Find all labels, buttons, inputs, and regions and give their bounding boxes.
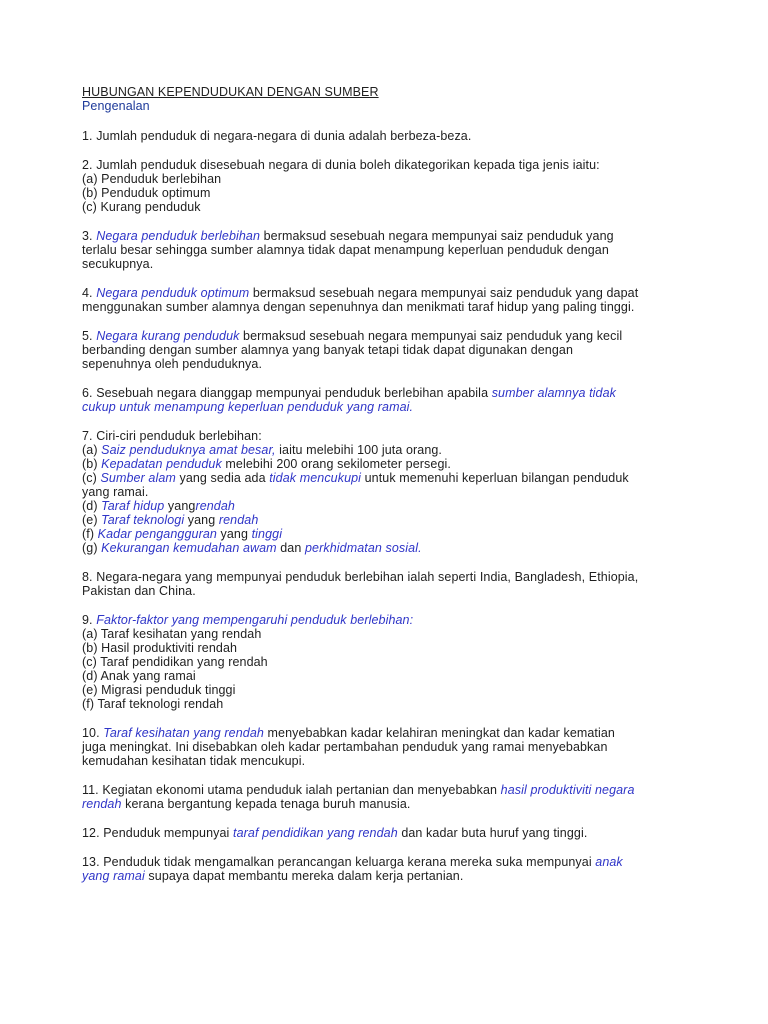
text-line — [82, 457, 694, 471]
text-segment: secukupnya. — [82, 257, 154, 271]
text-segment: 10. — [82, 726, 104, 740]
highlighted-phrase: Saiz penduduknya amat besar, — [101, 443, 276, 457]
text-segment: yang ramai. — [82, 485, 149, 499]
text-segment: (b) — [82, 457, 102, 471]
text-line — [82, 129, 694, 143]
text-segment: supaya dapat membantu mereka dalam kerja pertanian. — [144, 869, 464, 883]
document — [82, 86, 694, 883]
text-line — [82, 655, 694, 669]
highlighted-phrase: cukup untuk menampung keperluan penduduk yang ramai. — [82, 400, 414, 414]
text-segment: (a) Penduduk berlebihan — [82, 172, 222, 186]
text-segment: yang — [216, 527, 252, 541]
text-line — [82, 343, 694, 357]
text-line — [82, 726, 694, 740]
text-segment: 5. — [82, 329, 97, 343]
text-line — [82, 669, 694, 683]
highlighted-phrase: Taraf hidup — [101, 499, 165, 513]
text-segment: (a) — [82, 443, 102, 457]
paragraph-p8 — [82, 570, 694, 598]
highlighted-phrase: Taraf kesihatan yang rendah — [103, 726, 264, 740]
text-line — [82, 429, 694, 443]
text-segment: bermaksud sesebuah negara mempunyai saiz penduduk yang dapat — [249, 286, 639, 300]
text-line — [82, 186, 694, 200]
paragraph-p6 — [82, 386, 694, 414]
highlighted-phrase: Kadar pengangguran — [97, 527, 217, 541]
document-title: HUBUNGAN KEPENDUDUKAN DENGAN SUMBER — [82, 85, 379, 99]
text-segment: 7. Ciri-ciri penduduk berlebihan: — [82, 429, 262, 443]
highlighted-phrase: rendah — [82, 797, 122, 811]
text-segment: bermaksud sesebuah negara mempunyai saiz penduduk yang kecil — [239, 329, 623, 343]
text-segment: 3. — [82, 229, 97, 243]
text-segment: kerana bergantung kepada tenaga buruh manusia. — [121, 797, 411, 811]
text-line — [82, 826, 694, 840]
highlighted-phrase: Kepadatan penduduk — [101, 457, 222, 471]
text-segment: bermaksud sesebuah negara mempunyai saiz penduduk yang — [260, 229, 614, 243]
highlighted-phrase: hasil produktiviti negara — [500, 783, 635, 797]
text-segment: menyebabkan kadar kelahiran meningkat dan kadar kematian — [263, 726, 615, 740]
section-heading-pengenalan: Pengenalan — [82, 99, 150, 113]
text-line — [82, 200, 694, 214]
text-line — [82, 797, 694, 811]
text-line — [82, 172, 694, 186]
text-segment: dan kadar buta huruf yang tinggi. — [397, 826, 588, 840]
text-line — [82, 683, 694, 697]
text-line — [82, 485, 694, 499]
text-segment: (c) Kurang penduduk — [82, 200, 201, 214]
highlighted-phrase: Taraf teknologi — [101, 513, 185, 527]
paragraph-p13 — [82, 855, 694, 883]
text-line — [82, 471, 694, 485]
text-segment: sepenuhnya oleh penduduknya. — [82, 357, 263, 371]
text-segment: (f) — [82, 527, 98, 541]
paragraph-p4 — [82, 286, 694, 314]
text-segment: Pakistan dan China. — [82, 584, 196, 598]
text-line — [82, 541, 694, 555]
highlighted-phrase: Sumber alam — [100, 471, 176, 485]
text-segment: (e) — [82, 513, 102, 527]
highlighted-phrase: yang ramai — [82, 869, 145, 883]
text-line — [82, 243, 694, 257]
text-segment: 6. Sesebuah negara dianggap mempunyai penduduk berlebihan apabila — [82, 386, 492, 400]
text-segment: (c) — [82, 471, 101, 485]
highlighted-phrase: rendah — [195, 499, 235, 513]
highlighted-phrase: Negara penduduk optimum — [96, 286, 250, 300]
text-segment: 8. Negara-negara yang mempunyai penduduk berlebihan ialah seperti India, Bangladesh, Ethiopia, — [82, 570, 639, 584]
highlighted-phrase: Kekurangan kemudahan awam — [101, 541, 277, 555]
text-segment: 2. Jumlah penduduk disesebuah negara di dunia boleh dikategorikan kepada tiga jenis iaitu: — [82, 158, 600, 172]
text-line — [82, 400, 694, 414]
text-line — [82, 158, 694, 172]
text-line — [82, 570, 694, 584]
text-segment: yang — [184, 513, 219, 527]
text-line — [82, 499, 694, 513]
text-segment: (g) — [82, 541, 102, 555]
text-segment: (e) Migrasi penduduk tinggi — [82, 683, 236, 697]
highlighted-phrase: Negara penduduk berlebihan — [96, 229, 261, 243]
text-line — [82, 855, 694, 869]
paragraph-p9 — [82, 613, 694, 711]
highlighted-phrase: Faktor-faktor yang mempengaruhi penduduk berlebihan: — [96, 613, 414, 627]
paragraph-p5 — [82, 329, 694, 371]
highlighted-phrase: Negara kurang penduduk — [96, 329, 240, 343]
highlighted-phrase: perkhidmatan sosial. — [305, 541, 422, 555]
text-segment: 11. Kegiatan ekonomi utama penduduk ialah pertanian dan menyebabkan — [82, 783, 501, 797]
highlighted-phrase: anak — [595, 855, 623, 869]
text-segment: yang — [164, 499, 196, 513]
paragraph-p10 — [82, 726, 694, 768]
text-line — [82, 257, 694, 271]
text-line — [82, 286, 694, 300]
paragraph-p2 — [82, 158, 694, 214]
highlighted-phrase: sumber alamnya tidak — [491, 386, 616, 400]
text-segment: yang sedia ada — [175, 471, 270, 485]
text-line — [82, 697, 694, 711]
text-segment: (d) — [82, 499, 102, 513]
text-line — [82, 754, 694, 768]
text-segment: 9. — [82, 613, 97, 627]
text-segment: 1. Jumlah penduduk di negara-negara di dunia adalah berbeza-beza. — [82, 129, 472, 143]
paragraph-p7 — [82, 429, 694, 555]
text-segment: (f) Taraf teknologi rendah — [82, 697, 224, 711]
text-line — [82, 329, 694, 343]
text-line — [82, 740, 694, 754]
text-segment: untuk memenuhi keperluan bilangan penduduk — [361, 471, 629, 485]
text-line — [82, 300, 694, 314]
text-line — [82, 443, 694, 457]
text-segment: juga meningkat. Ini disebabkan oleh kadar pertambahan penduduk yang ramai menyebabkan — [82, 740, 608, 754]
text-line — [82, 869, 694, 883]
text-line — [82, 641, 694, 655]
highlighted-phrase: tidak mencukupi — [269, 471, 362, 485]
paragraph-list — [82, 129, 694, 883]
text-segment: (b) Penduduk optimum — [82, 186, 211, 200]
text-segment: kemudahan kesihatan tidak mencukupi. — [82, 754, 306, 768]
text-line — [82, 513, 694, 527]
text-line — [82, 783, 694, 797]
paragraph-p12 — [82, 826, 694, 840]
text-line — [82, 627, 694, 641]
text-segment: (b) Hasil produktiviti rendah — [82, 641, 238, 655]
text-segment: (d) Anak yang ramai — [82, 669, 196, 683]
text-segment: (a) Taraf kesihatan yang rendah — [82, 627, 262, 641]
text-line — [82, 584, 694, 598]
text-line — [82, 229, 694, 243]
text-line — [82, 357, 694, 371]
text-segment: iaitu melebihi 100 juta orang. — [275, 443, 443, 457]
paragraph-p11 — [82, 783, 694, 811]
text-segment: 4. — [82, 286, 97, 300]
paragraph-p1 — [82, 129, 694, 143]
text-segment: terlalu besar sehingga sumber alamnya tidak dapat menampung keperluan penduduk dengan — [82, 243, 609, 257]
text-segment: 13. Penduduk tidak mengamalkan perancangan keluarga kerana mereka suka mempunyai — [82, 855, 596, 869]
text-segment: melebihi 200 orang sekilometer persegi. — [221, 457, 451, 471]
highlighted-phrase: taraf pendidikan yang rendah — [233, 826, 398, 840]
text-line — [82, 527, 694, 541]
text-line — [82, 613, 694, 627]
highlighted-phrase: tinggi — [251, 527, 283, 541]
paragraph-p3 — [82, 229, 694, 271]
text-segment: (c) Taraf pendidikan yang rendah — [82, 655, 268, 669]
text-segment: 12. Penduduk mempunyai — [82, 826, 234, 840]
text-line — [82, 386, 694, 400]
text-segment: dan — [276, 541, 305, 555]
text-segment: berbanding dengan sumber alamnya yang banyak tetapi tidak dapat digunakan dengan — [82, 343, 574, 357]
highlighted-phrase: rendah — [218, 513, 259, 527]
text-segment: menggunakan sumber alamnya dengan sepenuhnya dan menikmati taraf hidup yang paling tinggi. — [82, 300, 635, 314]
